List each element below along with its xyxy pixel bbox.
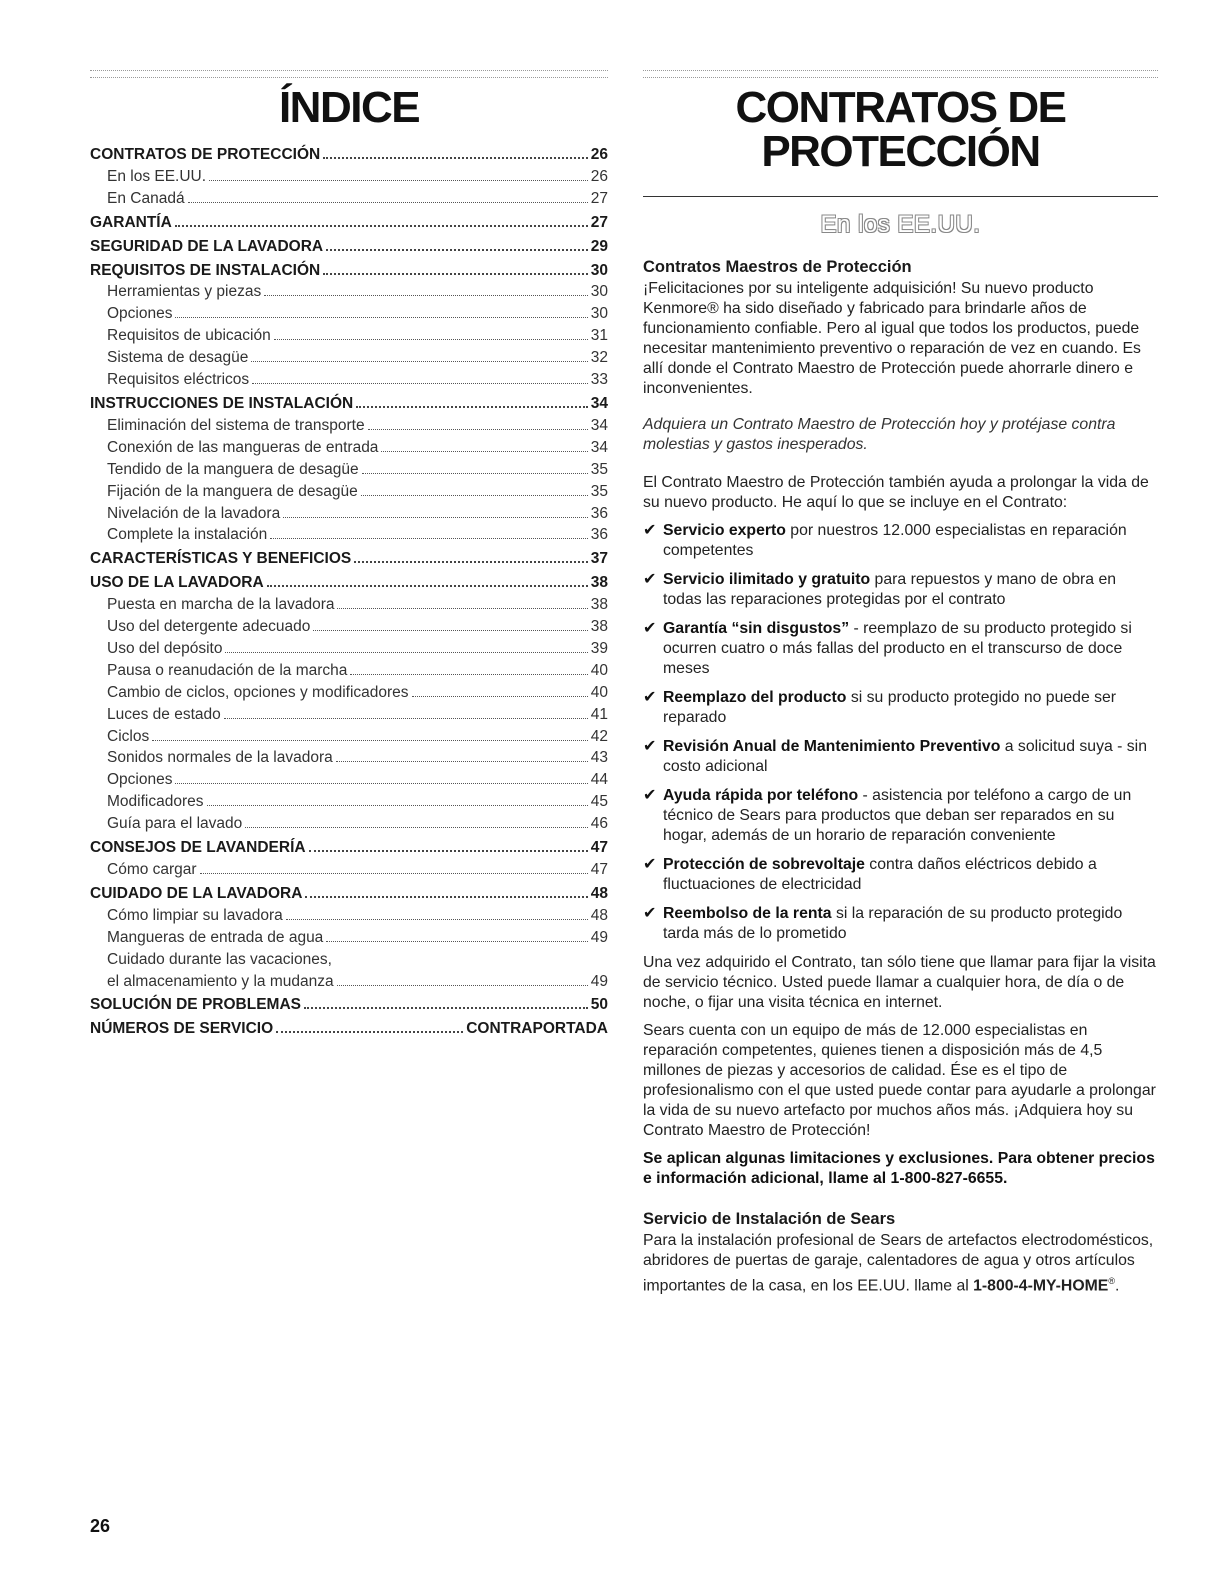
toc-leader xyxy=(224,718,588,719)
toc-label: CONTRATOS DE PROTECCIÓN xyxy=(90,146,321,163)
toc-entry xyxy=(90,682,608,704)
check-icon: ✔ xyxy=(643,620,657,637)
benefit-title: Revisión Anual de Mantenimiento Preventivo xyxy=(663,738,1001,755)
toc-entry xyxy=(90,747,608,769)
toc-entry xyxy=(90,325,608,347)
toc-leader xyxy=(225,652,587,653)
toc-leader xyxy=(337,608,587,609)
toc-leader xyxy=(336,761,588,762)
toc-page: 41 xyxy=(590,705,608,723)
benefit-text: a solicitud suya - sin costo adicional xyxy=(663,738,1147,775)
toc-entry xyxy=(90,791,608,813)
toc-label: Requisitos eléctricos xyxy=(107,371,250,389)
install-paragraph xyxy=(643,1231,1158,1296)
toc-page: 34 xyxy=(590,394,608,412)
toc-leader xyxy=(200,873,588,874)
toc-page: 50 xyxy=(590,996,608,1014)
toc-label: Sonidos normales de la lavadora xyxy=(107,749,333,767)
toc-leader xyxy=(274,339,588,340)
toc-page: 36 xyxy=(590,526,608,544)
index-title: ÍNDICE xyxy=(278,83,420,132)
toc-page: 35 xyxy=(590,460,608,478)
toc-label: Cómo cargar xyxy=(107,861,197,878)
toc-leader xyxy=(326,941,587,942)
contracts-column xyxy=(643,70,1158,1296)
toc-entry xyxy=(90,524,608,546)
toc-leader xyxy=(304,1007,588,1009)
toc-label: Herramientas y piezas xyxy=(107,283,262,301)
toc-entry xyxy=(90,236,608,258)
toc-page: 34 xyxy=(590,438,608,456)
toc-page: 40 xyxy=(590,683,608,701)
toc-leader xyxy=(175,317,587,318)
benefit-item xyxy=(643,688,1158,728)
toc-label: Nivelación de la lavadora xyxy=(107,504,281,522)
toc-label: el almacenamiento y la mudanza xyxy=(107,972,334,990)
toc-leader xyxy=(356,406,588,408)
benefit-title: Garantía “sin disgustos” xyxy=(663,620,850,637)
toc-page: 33 xyxy=(590,371,608,389)
toc-page: 30 xyxy=(590,305,608,323)
toc-page: 43 xyxy=(590,749,608,767)
toc-page: 27 xyxy=(590,213,608,231)
toc-page: 42 xyxy=(590,727,608,745)
toc-leader xyxy=(152,740,588,741)
toc-label: Luces de estado xyxy=(107,705,221,723)
toc-label: GARANTÍA xyxy=(90,213,172,231)
toc-page: 26 xyxy=(590,167,608,185)
toc-leader xyxy=(368,429,588,430)
toc-entry xyxy=(90,459,608,481)
check-icon: ✔ xyxy=(643,787,657,804)
toc-leader xyxy=(381,451,587,452)
toc-page: 34 xyxy=(590,416,608,434)
toc-label: Uso del detergente adecuado xyxy=(107,618,311,636)
toc-page: CONTRAPORTADA xyxy=(466,1020,608,1038)
after-paragraph-2: Sears cuenta con un equipo de más de 12.000 especialistas en reparación competentes, quienes tienen a disposición más de 4,5 millones de piezas y accesorios de calidad. Ése es el tipo de profesionalismo con el que usted puede contar para ayudarle a prolongar la vida de su nuevo artefacto por muchos años más. ¡Adquiera hoy su Contrato Maestro de Protección! xyxy=(643,1022,1156,1139)
toc-leader xyxy=(245,827,587,828)
toc-leader xyxy=(323,273,588,275)
toc-entry xyxy=(90,188,608,210)
benefit-text: - asistencia por teléfono a cargo de un técnico de Sears para productos que deban ser reparados en su hogar, además de un horario de reparación conveniente xyxy=(663,787,1132,844)
toc-entry xyxy=(90,616,608,638)
toc-page: 47 xyxy=(590,861,608,878)
toc-label: Mangueras de entrada de agua xyxy=(107,928,324,946)
toc-page: 32 xyxy=(590,349,608,367)
install-text: Para la instalación profesional de Sears de artefactos electrodomésticos, abridores de puertas de garaje, calentadores de agua y otros artículos importantes de la casa, en los EE.UU. llame al xyxy=(643,1232,1154,1295)
toc-leader xyxy=(252,383,588,384)
toc-entry xyxy=(90,594,608,616)
toc-label: Cambio de ciclos, opciones y modificadores xyxy=(107,683,409,701)
toc-entry xyxy=(90,369,608,391)
toc-page: 38 xyxy=(590,574,608,592)
toc-page: 26 xyxy=(590,146,608,163)
toc-entry xyxy=(90,212,608,234)
divider xyxy=(643,196,1158,197)
toc-label: Ciclos xyxy=(107,727,150,745)
toc-label: Complete la instalación xyxy=(107,526,268,544)
toc-label: CONSEJOS DE LAVANDERÍA xyxy=(90,839,306,857)
toc-label: Pausa o reanudación de la marcha xyxy=(107,661,348,679)
toc-label: Cuidado durante las vacaciones, xyxy=(107,950,332,968)
toc-entry xyxy=(90,303,608,325)
toc-label: En Canadá xyxy=(107,189,185,207)
toc-leader xyxy=(354,561,588,563)
toc-page: 45 xyxy=(590,793,608,811)
toc-leader xyxy=(264,295,588,296)
toc-leader xyxy=(175,225,588,227)
toc-page: 31 xyxy=(590,327,608,345)
contracts-title-line2: PROTECCIÓN xyxy=(761,127,1040,176)
toc-entry xyxy=(90,883,608,905)
toc-entry xyxy=(90,638,608,660)
toc-leader xyxy=(276,1031,463,1033)
toc-entry xyxy=(90,415,608,437)
install-phone: 1-800-4-MY-HOME xyxy=(973,1277,1109,1295)
check-icon: ✔ xyxy=(643,856,657,873)
toc-entry xyxy=(90,704,608,726)
toc-page: 39 xyxy=(590,639,608,657)
toc-leader xyxy=(267,585,588,587)
top-rule xyxy=(643,70,1158,78)
toc-leader xyxy=(361,495,588,496)
after-paragraph-1: Una vez adquirido el Contrato, tan sólo tiene que llamar para fijar la visita de servicio técnico. Usted puede llamar a cualquier hora, de día o de noche, o fijar una visita técnica en internet. xyxy=(643,954,1156,1011)
toc-leader xyxy=(270,538,587,539)
toc-page: 38 xyxy=(590,618,608,636)
toc-page: 37 xyxy=(590,550,608,568)
toc-entry xyxy=(90,971,608,993)
toc-leader xyxy=(313,630,587,631)
install-end: . xyxy=(1114,1277,1120,1295)
benefit-text: si la reparación de su producto protegido tarda más de lo prometido xyxy=(663,905,1123,942)
registered-mark: ® xyxy=(1108,1276,1115,1286)
toc-leader xyxy=(337,985,588,986)
toc-leader xyxy=(209,180,588,181)
toc-label: Tendido de la manguera de desagüe xyxy=(107,460,359,478)
toc-label: SOLUCIÓN DE PROBLEMAS xyxy=(90,996,301,1014)
check-icon: ✔ xyxy=(643,571,657,588)
toc-entry xyxy=(90,548,608,570)
toc-entry xyxy=(90,347,608,369)
toc-entry xyxy=(90,1018,608,1040)
toc-label: CARACTERÍSTICAS Y BENEFICIOS xyxy=(90,550,352,568)
benefit-title: Ayuda rápida por teléfono xyxy=(663,787,859,804)
toc-page: 48 xyxy=(590,906,608,924)
toc-leader xyxy=(362,473,588,474)
benefit-item xyxy=(643,855,1158,895)
contracts-title-line1: CONTRATOS DE xyxy=(735,83,1066,132)
toc-entry xyxy=(90,503,608,525)
benefit-text: si su producto protegido no puede ser reparado xyxy=(663,689,1117,726)
toc-label: Eliminación del sistema de transporte xyxy=(107,416,365,434)
benefit-item xyxy=(643,904,1158,944)
toc-leader xyxy=(412,696,588,697)
toc-label: Puesta en marcha de la lavadora xyxy=(107,596,335,614)
check-icon: ✔ xyxy=(643,522,657,539)
toc-entry xyxy=(90,813,608,835)
page-number: 26 xyxy=(90,1516,111,1536)
intro-paragraph: ¡Felicitaciones por su inteligente adquisición! Su nuevo producto Kenmore® ha sido diseñado y fabricado para brindarle años de funcionamiento confiable. Pero al igual que todos los productos, puede necesitar mantenimiento preventivo o reparación de vez en cuando. Es allí donde el Contrato Maestro de Protección puede ahorrarle dinero e inconvenientes. xyxy=(643,280,1141,397)
check-icon: ✔ xyxy=(643,905,657,922)
toc-label: Opciones xyxy=(107,771,173,789)
toc-label: Guía para el lavado xyxy=(107,815,243,833)
toc-page: 27 xyxy=(590,189,608,207)
benefit-title: Reemplazo del producto xyxy=(663,689,847,706)
benefit-text: - reemplazo de su producto protegido si ocurren cuatro o más fallas del producto en el transcurso de doce meses xyxy=(663,620,1132,677)
toc-entry xyxy=(90,837,608,859)
toc-entry xyxy=(90,481,608,503)
check-icon: ✔ xyxy=(643,738,657,755)
toc-page: 49 xyxy=(590,972,608,990)
toc-label: SEGURIDAD DE LA LAVADORA xyxy=(90,237,324,255)
toc-leader xyxy=(283,517,588,518)
toc-page: 48 xyxy=(590,884,608,902)
toc-entry xyxy=(90,260,608,282)
toc-label: Sistema de desagüe xyxy=(107,349,249,367)
benefit-text: por nuestros 12.000 especialistas en reparación competentes xyxy=(663,522,1127,559)
toc-entry xyxy=(90,859,608,881)
toc-leader xyxy=(350,674,587,675)
toc-entry xyxy=(90,660,608,682)
toc-entry xyxy=(90,144,608,166)
toc-label: REQUISITOS DE INSTALACIÓN xyxy=(90,261,321,279)
toc-leader xyxy=(188,202,588,203)
region-subtitle: En los EE.UU. xyxy=(820,211,981,238)
toc-label: CUIDADO DE LA LAVADORA xyxy=(90,884,303,902)
toc-label: En los EE.UU. xyxy=(107,167,207,185)
italic-paragraph: Adquiera un Contrato Maestro de Protección hoy y protéjase contra molestias y gastos inesperados. xyxy=(643,416,1116,453)
benefit-text: para repuestos y mano de obra en todas las reparaciones protegidas por el contrato xyxy=(663,571,1117,608)
toc-page: 30 xyxy=(590,283,608,301)
toc-page: 36 xyxy=(590,504,608,522)
limits-paragraph: Se aplican algunas limitaciones y exclusiones. Para obtener precios e información adicional, llame al 1-800-827-6655. xyxy=(643,1150,1155,1187)
toc-leader xyxy=(326,249,588,251)
toc-leader xyxy=(251,361,587,362)
toc-label: Requisitos de ubicación xyxy=(107,327,271,345)
toc-leader xyxy=(286,919,588,920)
benefit-title: Servicio experto xyxy=(663,522,786,539)
benefit-item xyxy=(643,521,1158,561)
toc-leader xyxy=(207,805,588,806)
toc-leader xyxy=(175,783,587,784)
benefit-title: Reembolso de la renta xyxy=(663,905,832,922)
toc-entry xyxy=(90,166,608,188)
toc-entry xyxy=(90,994,608,1016)
toc-page: 30 xyxy=(590,261,608,279)
toc-page: 38 xyxy=(590,596,608,614)
benefit-item xyxy=(643,786,1158,846)
benefits-list xyxy=(643,521,1158,944)
toc-page: 35 xyxy=(590,482,608,500)
toc-label: INSTRUCCIONES DE INSTALACIÓN xyxy=(90,394,354,412)
benefit-item xyxy=(643,570,1158,610)
lead-paragraph: El Contrato Maestro de Protección también ayuda a prolongar la vida de su nuevo producto. He aquí lo que se incluye en el Contrato: xyxy=(643,474,1149,511)
toc-label: USO DE LA LAVADORA xyxy=(90,574,264,592)
toc-page: 47 xyxy=(590,839,608,857)
toc-page: 44 xyxy=(590,771,608,789)
toc-entry xyxy=(90,393,608,415)
benefit-text: contra daños eléctricos debido a fluctuaciones de electricidad xyxy=(663,856,1097,893)
toc-page: 29 xyxy=(590,237,608,255)
toc-label: Modificadores xyxy=(107,793,204,811)
benefit-item xyxy=(643,737,1158,777)
toc-label: Uso del depósito xyxy=(107,639,223,657)
toc-entry xyxy=(90,949,608,971)
toc-page: 46 xyxy=(590,815,608,833)
toc-label: Fijación de la manguera de desagüe xyxy=(107,482,358,500)
install-heading: Servicio de Instalación de Sears xyxy=(643,1210,896,1228)
toc-entry xyxy=(90,769,608,791)
benefit-title: Protección de sobrevoltaje xyxy=(663,856,865,873)
toc-label: Opciones xyxy=(107,305,173,323)
toc-page: 49 xyxy=(590,928,608,946)
toc-entry xyxy=(90,927,608,949)
toc-entry xyxy=(90,281,608,303)
index-column xyxy=(90,70,608,1040)
top-rule xyxy=(90,70,608,78)
toc-entry xyxy=(90,572,608,594)
toc-leader xyxy=(309,850,588,852)
toc-leader xyxy=(323,157,588,159)
toc-entry xyxy=(90,437,608,459)
toc-label: NÚMEROS DE SERVICIO xyxy=(90,1020,274,1038)
toc-leader xyxy=(305,896,587,898)
table-of-contents xyxy=(90,144,608,1040)
toc-page: 40 xyxy=(590,661,608,679)
contracts-title xyxy=(643,83,1158,176)
benefit-item xyxy=(643,619,1158,679)
toc-entry xyxy=(90,726,608,748)
toc-entry xyxy=(90,905,608,927)
toc-label: Conexión de las mangueras de entrada xyxy=(107,438,379,456)
section-heading: Contratos Maestros de Protección xyxy=(643,258,912,276)
benefit-title: Servicio ilimitado y gratuito xyxy=(663,571,871,588)
check-icon: ✔ xyxy=(643,689,657,706)
toc-label: Cómo limpiar su lavadora xyxy=(107,906,283,924)
